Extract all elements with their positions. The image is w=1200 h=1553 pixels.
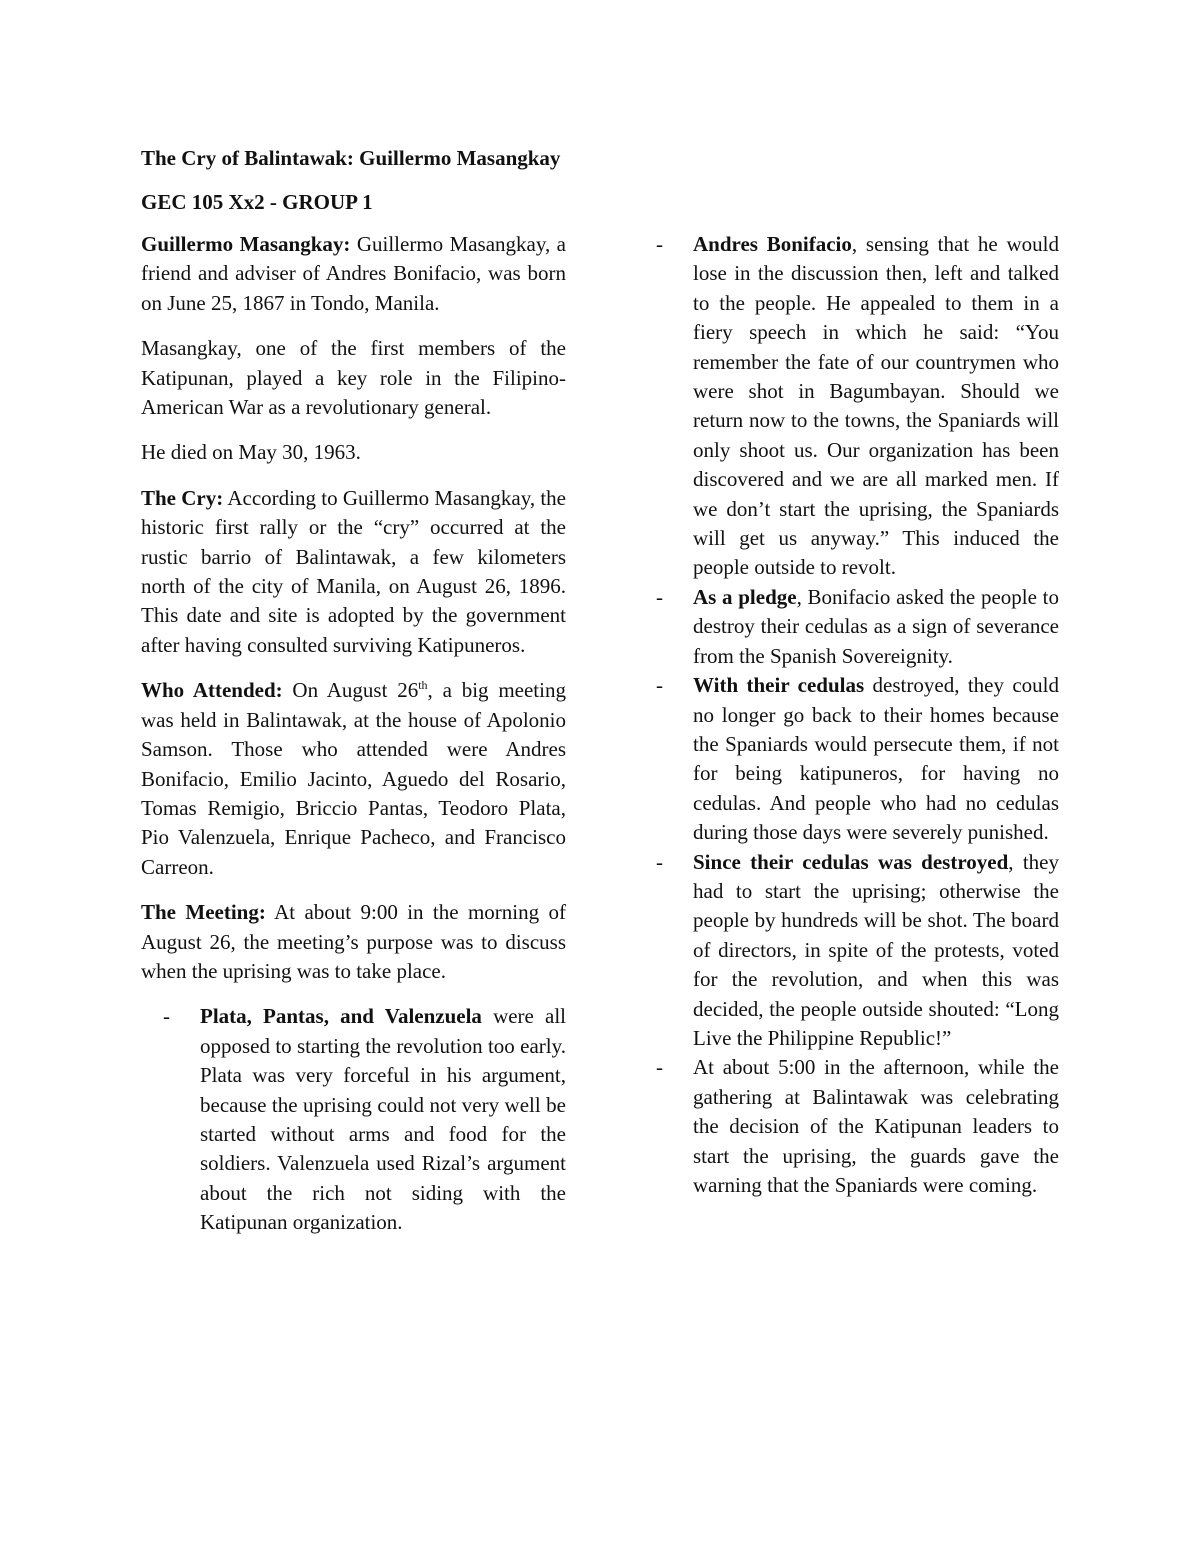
paragraph-heading: Who Attended: (141, 678, 283, 703)
paragraph-heading: Guillermo Masangkay: (141, 232, 351, 256)
paragraph-text: Masangkay, one of the first members of the Katipunan, played a key role in the Filipino-American War as a revolutionary general. (141, 336, 566, 420)
bullet-body: , Bonifacio asked the people to destroy their cedulas as a sign of severance from the Spanish Sovereignity. (693, 584, 1059, 668)
bullet-text (693, 230, 1059, 583)
bullet-body: , sensing that he would lose in the discussion then, left and talked to the people. He appealed to them in a fiery speech in which he said: “You remember the fate of our countrymen who were shot in Bagumbayan. Should we return now to the towns, the Spaniards will only shoot us. Our organization has been discovered and we are all marked men. If we don’t start the uprising, the Spaniards will get us anyway.” This induced the people outside to revolt. (693, 232, 1059, 580)
bullet-body: At about 5:00 in the afternoon, while the gathering at Balintawak was celebrating the decision of the Katipunan leaders to start the uprising, the guards gave the warning that the Spaniards were coming. (693, 1055, 1059, 1197)
bullet-text (693, 848, 1059, 1054)
paragraph-text: He died on May 30, 1963. (141, 440, 361, 465)
paragraph-the-meeting (141, 898, 566, 986)
bullet-dash: - (656, 849, 663, 874)
paragraph-death (141, 438, 566, 467)
bullet-dash: - (656, 1055, 663, 1080)
paragraph-text: On August 26 (282, 678, 419, 703)
bullet-item (656, 583, 1059, 671)
course-group-line: GEC 105 Xx2 - GROUP 1 (141, 190, 373, 214)
bullet-item (656, 230, 1059, 583)
paragraph-katipunan-member (141, 334, 566, 422)
bullet-dash: - (656, 232, 663, 256)
bullet-dash: - (656, 584, 663, 609)
bullet-text (693, 1053, 1059, 1200)
bullet-bold-lead: With their cedulas (693, 673, 865, 698)
bullet-item (656, 848, 1059, 1054)
paragraph-guillermo-masangkay (141, 230, 566, 318)
paragraph-text: Guillermo Masangkay, a friend and adviser of Andres Bonifacio, was born on June 25, 1867 in Tondo, Manila. (141, 232, 566, 315)
superscript: th (418, 678, 428, 693)
bullet-bold-lead: Andres Bonifacio (693, 232, 852, 256)
left-column (141, 230, 566, 1238)
bullet-item (163, 1002, 566, 1237)
bullet-text (200, 1002, 566, 1237)
document-title: The Cry of Balintawak: Guillermo Masangkay (141, 146, 561, 170)
bullet-text (693, 671, 1059, 847)
paragraph-heading: The Meeting: (141, 900, 266, 925)
paragraph-text: , a big meeting was held in Balintawak, at the house of Apolonio Samson. Those who attended were Andres Bonifacio, Emilio Jacinto, Aguedo del Rosario, Tomas Remigio, Briccio Pantas, Teodoro Plata, Pio Valenzuela, Enrique Pacheco, and Francisco Carreon. (141, 678, 566, 879)
paragraph-heading: The Cry: (141, 485, 224, 510)
paragraph-text: According to Guillermo Masangkay, the historic first rally or the “cry” occurred at the rustic barrio of Balintawak, a few kilometers north of the city of Manila, on August 26, 1896. This date and site is adopted by the government after having consulted surviving Katipuneros. (141, 485, 566, 657)
bullet-body: destroyed, they could no longer go back to their homes because the Spaniards would persecute them, if not for being katipuneros, for having no cedulas. And people who had no cedulas during those days were severely punished. (693, 673, 1060, 845)
right-column (656, 230, 1059, 1200)
bullet-item (656, 1053, 1059, 1200)
bullet-text (693, 583, 1059, 671)
bullet-bold-lead: Plata, Pantas, and Valenzuela (200, 1004, 482, 1029)
bullet-item (656, 671, 1059, 847)
bullet-body: , they had to start the uprising; otherwise the people by hundreds will be shot. The board of directors, in spite of the protests, voted for the revolution, and when this was decided, the people outside shouted: “Long Live the Philippine Republic!” (693, 849, 1059, 1050)
bullet-dash: - (656, 673, 663, 698)
paragraph-text: At about 9:00 in the morning of August 26, the meeting’s purpose was to discuss when the uprising was to take place. (141, 900, 566, 983)
bullet-body: were all opposed to starting the revolution too early. Plata was very forceful in his argument, because the uprising could not very well be started without arms and food for the soldiers. Valenzuela used Rizal’s argument about the rich not siding with the Katipunan organization. (200, 1004, 566, 1235)
paragraph-who-attended (141, 676, 566, 882)
paragraph-the-cry (141, 484, 566, 660)
bullet-dash: - (163, 1004, 170, 1029)
bullet-bold-lead: Since their cedulas was destroyed (693, 849, 1009, 874)
bullet-bold-lead: As a pledge (693, 584, 797, 609)
